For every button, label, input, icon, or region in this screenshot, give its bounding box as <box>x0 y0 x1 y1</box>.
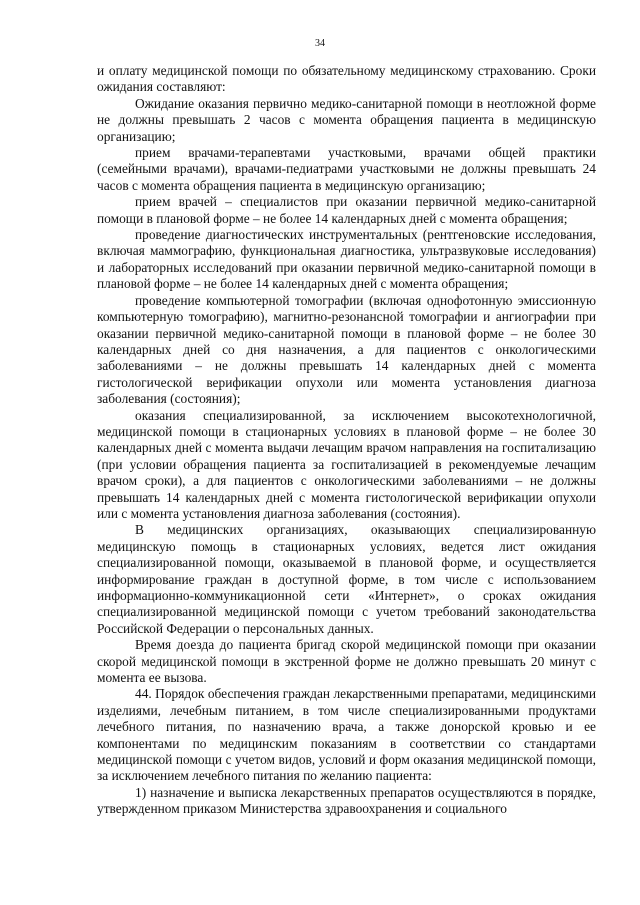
paragraph-waiting-list: В медицинских организациях, оказывающих специализированную медицинскую помощь в стационарных условиях, ведется лист ожидания специализированной помощи, оказываемой в плановой форме, и осуществляется информирование граждан в доступной форме, в том числе с использованием информационно-коммуникационной сети «Интернет», о сроках ожидания специализированной медицинской помощи с учетом требований законодательства Российской Федерации о персональных данных. <box>97 522 596 636</box>
document-body <box>97 63 596 818</box>
page-number: 34 <box>315 38 325 49</box>
paragraph-diagnostics-wait: проведение диагностических инструментальных (рентгеновские исследования, включая маммографию, функциональная диагностика, ультразвуковые исследования) и лабораторных исследований при оказании первичной медико-санитарной помощи в плановой форме – не более 14 календарных дней с момента обращения; <box>97 227 596 292</box>
paragraph-intro: и оплату медицинской помощи по обязательному медицинскому страхованию. Сроки ожидания составляют: <box>97 63 596 95</box>
paragraph-urgent-care-wait: Ожидание оказания первично медико-санитарной помощи в неотложной форме не должны превышать 2 часов с момента обращения пациента в медицинскую организацию; <box>97 95 596 144</box>
paragraph-inpatient-wait: оказания специализированной, за исключением высокотехнологичной, медицинской помощи в стационарных условиях в плановой форме – не более 30 календарных дней с момента выдачи лечащим врачом направления на госпитализацию (при условии обращения пациента за госпитализацией в рекомендуемые лечащим врачом сроки), а для пациентов с онкологическими заболеваниями – не должны превышать 14 календарных дней с момента гистологической верификации опухоли или с момента установления диагноза заболевания (состояния). <box>97 407 596 521</box>
paragraph-therapist-wait: прием врачами-терапевтами участковыми, врачами общей практики (семейными врачами), врачами-педиатрами участковыми не должны превышать 24 часов с момента обращения пациента в медицинскую организацию; <box>97 145 596 193</box>
paragraph-tomography-wait: проведение компьютерной томографии (включая однофотонную эмиссионную компьютерную томографию), магнитно-резонансной томографии и ангиографии при оказании первичной медико-санитарной помощи в плановой форме – не более 30 календарных дней со дня назначения, а для пациентов с онкологическими заболеваниями – не должны превышать 14 календарных дней с момента гистологической верификации опухоли или момента установления диагноза заболевания (состояния); <box>97 292 596 407</box>
paragraph-item-1: 1) назначение и выписка лекарственных препаратов осуществляются в порядке, утвержденном приказом Министерства здравоохранения и социального <box>97 784 596 817</box>
paragraph-ambulance-time: Время доезда до пациента бригад скорой медицинской помощи при оказании скорой медицинской помощи в экстренной форме не должно превышать 20 минут с момента ее вызова. <box>97 637 596 686</box>
paragraph-specialist-wait: прием врачей – специалистов при оказании первичной медико-санитарной помощи в плановой форме – не более 14 календарных дней с момента обращения; <box>97 194 596 226</box>
paragraph-section-44: 44. Порядок обеспечения граждан лекарственными препаратами, медицинскими изделиями, лечебным питанием, в том числе специализированными продуктами лечебного питания, по назначению врача, а также донорской кровью и ее компонентами по медицинским показаниям в соответствии со стандартами медицинской помощи с учетом видов, условий и форм оказания медицинской помощи, за исключением лечебного питания по желанию пациента: <box>97 686 596 784</box>
